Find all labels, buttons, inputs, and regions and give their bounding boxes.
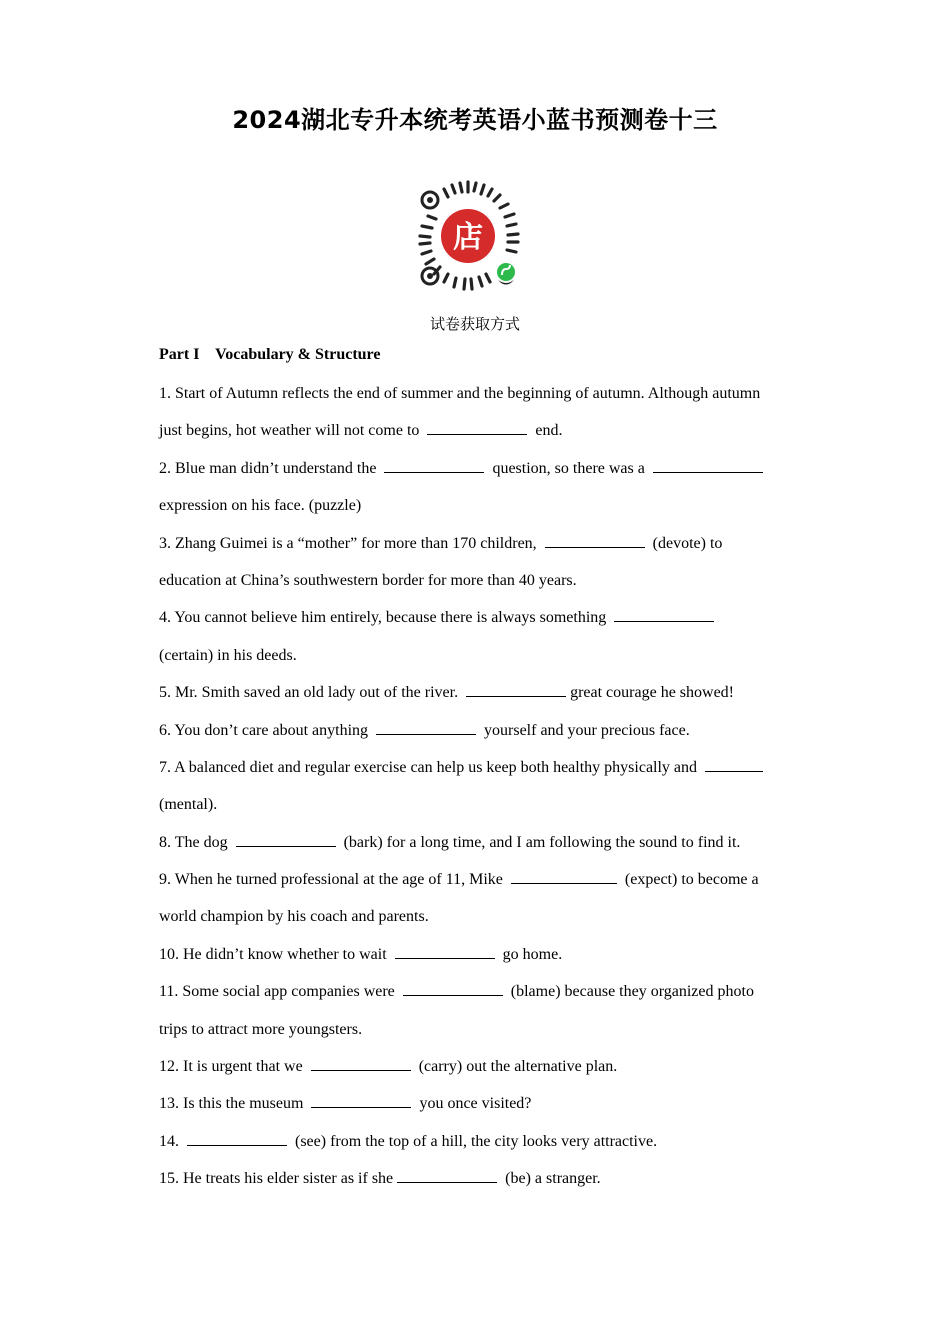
question-9-line-2: world champion by his coach and parents.	[159, 908, 429, 926]
qr-caption: 试卷获取方式	[429, 315, 520, 333]
answer-blank	[236, 832, 336, 847]
question-1-line-2: just begins, hot weather will not come to end.	[159, 422, 563, 440]
qr-center-logo-char: 店	[453, 220, 483, 255]
question-8: 8. The dog (bark) for a long time, and I am following the sound to find it.	[159, 833, 741, 851]
question-7-line-2: (mental).	[159, 796, 218, 814]
question-14: 14. (see) from the top of a hill, the city looks very attractive.	[159, 1132, 658, 1150]
question-3-line-2: education at China’s southwestern border for more than 40 years.	[159, 571, 577, 589]
question-7-line-1: 7. A balanced diet and regular exercise can help us keep both healthy physically and	[159, 754, 794, 791]
answer-blank	[311, 1056, 411, 1071]
answer-blank	[511, 869, 617, 884]
question-2-line-2: expression on his face. (puzzle)	[159, 497, 362, 515]
answer-blank	[653, 458, 763, 473]
question-2-line-1: 2. Blue man didn’t understand the question, so there was a	[159, 455, 794, 492]
answer-blank	[311, 1093, 411, 1108]
question-12: 12. It is urgent that we (carry) out the alternative plan.	[159, 1058, 618, 1076]
answer-blank	[466, 682, 566, 697]
question-4-line-2: (certain) in his deeds.	[159, 646, 297, 664]
question-9-line-1: 9. When he turned professional at the age of 11, Mike (expect) to become a	[159, 871, 759, 889]
question-15: 15. He treats his elder sister as if she (be) a stranger.	[159, 1170, 601, 1188]
answer-blank	[545, 533, 645, 548]
mini-program-icon	[497, 263, 515, 281]
question-3-line-1: 3. Zhang Guimei is a “mother” for more than 170 children, (devote) to	[159, 534, 723, 552]
question-13: 13. Is this the museum you once visited?	[159, 1095, 532, 1113]
answer-blank	[397, 1168, 497, 1183]
question-10: 10. He didn’t know whether to wait go home.	[159, 945, 563, 963]
question-6: 6. You don’t care about anything yourself and your precious face.	[159, 721, 690, 739]
answer-blank	[427, 420, 527, 435]
answer-blank	[395, 944, 495, 959]
question-list	[159, 380, 794, 1203]
mini-program-qr-code	[408, 178, 528, 298]
part-heading: Part I Vocabulary & Structure	[159, 346, 381, 363]
page-title: 2024湖北专升本统考英语小蓝书预测卷十三	[232, 106, 718, 134]
answer-blank	[403, 981, 503, 996]
question-11-line-1: 11. Some social app companies were (blame) because they organized photo	[159, 983, 754, 1001]
answer-blank	[376, 720, 476, 735]
question-11-line-2: trips to attract more youngsters.	[159, 1020, 363, 1038]
answer-blank	[384, 458, 484, 473]
answer-blank	[705, 757, 763, 772]
question-5: 5. Mr. Smith saved an old lady out of the river. great courage he showed!	[159, 684, 734, 702]
answer-blank	[187, 1131, 287, 1146]
answer-blank	[614, 607, 714, 622]
question-4-line-1: 4. You cannot believe him entirely, because there is always something	[159, 604, 794, 641]
question-1-line-1: 1. Start of Autumn reflects the end of summer and the beginning of autumn. Although autumn	[159, 385, 761, 402]
